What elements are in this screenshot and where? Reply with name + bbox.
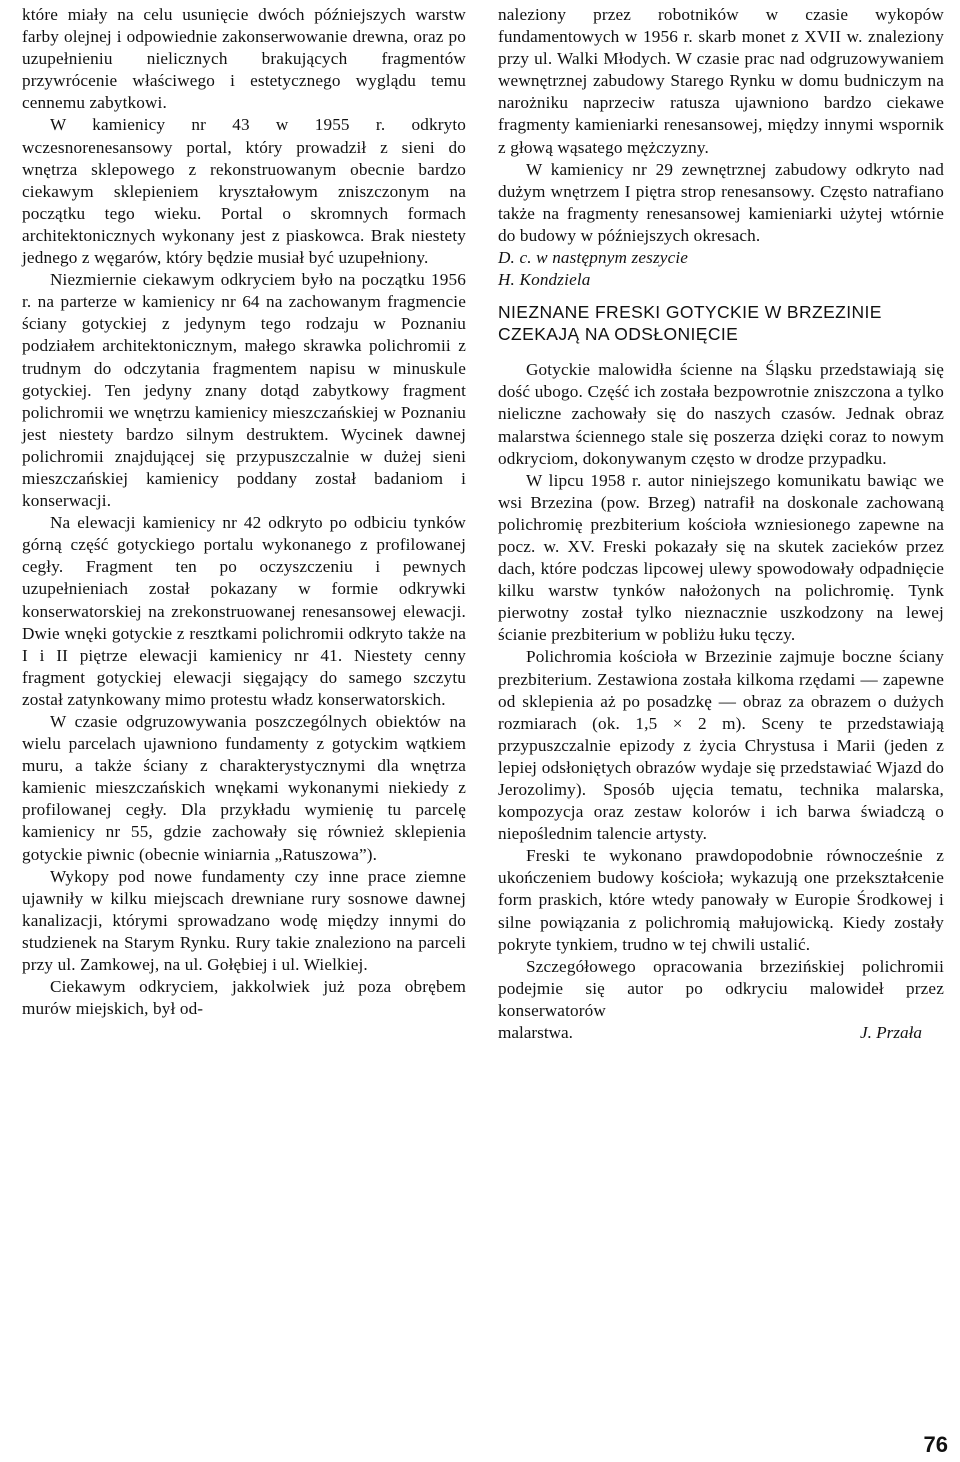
closing-line [498,1022,944,1044]
paragraph: Polichromia kościoła w Brzezinie zajmuje boczne ściany prezbiterium. Zestawiona została kilkoma rzędami — zapewne od sklepienia aż po posadzkę — obraz za obrazem o dużych rozmiarach (ok. 1,5 × 2 m). Sceny te przedstawiają przypuszczalnie epizody z życia Chrystusa i Marii (jeden z lepiej odsłoniętych obrazów wydaje się przedstawiać Wjazd do Jerozolimy). Sposób ujęcia tematu, technika malarska, kompozycja oraz zestaw kolorów i ich barwa świadczą o niepoślednim talencie artysty. [498,647,944,844]
paragraph: które miały na celu usunięcie dwóch późniejszych warstw farby olejnej i odpowiednie zakonserwowanie drewna, oraz po uzupełnieniu nielicznych brakujących fragmentów przywrócenie właściwego i estetycznego wyglądu temu cennemu zabytkowi. [22,5,466,113]
paragraph: Ciekawym odkryciem, jakkolwiek już poza obrębem murów miejskich, był od- [22,977,466,1019]
paragraph: W kamienicy nr 29 zewnętrznej zabudowy odkryto nad dużym wnętrzem I piętra strop renesansowy. Często natrafiano także na fragmenty renesansowej kamieniarki użytej wtórnie do budowy w późniejszych okresach. [498,159,944,245]
paragraph: Freski te wykonano prawdopodobnie równocześnie z ukończeniem budowy kościoła; wykazują one przekształcenie form praskich, które wtedy panowały w Europie Środkowej i silne powiązania z polichromią małujowicką. Kiedy zostały pokryte tynkiem, trudno w tej chwili ustalić. [498,846,944,954]
right-column [498,4,944,1044]
paragraph: W czasie odgruzowywania poszczególnych obiektów na wielu parcelach ujawniono fundamenty z gotyckim wątkiem muru, a także ściany z charakterystycznymi dla wnętrza kamienic mieszczańskich wnękami wykonanymi niekiedy z profilowanej cegły. Dla przykładu wymienię tu parcelę kamienicy nr 55, gdzie zachowały się również sklepienia gotyckie piwnic (obecnie winiarnia „Ratuszowa”). [22,712,466,864]
author-signature: H. Kondziela [498,270,591,290]
paragraph: naleziony przez robotników w czasie wykopów fundamentowych w 1956 r. skarb monet z XVII w. znaleziony przy ul. Walki Młodych. W czasie prac nad odgruzowywaniem wewnętrznej zabudowy Starego Rynku w domu budniczym na narożniku naprzeciw ratusza ujawniono bardzo ciekawe fragmenty kamieniarki renesansowej, między innymi wspornik z głową wąsatego mężczyzny. [498,5,944,157]
closing-text: malarstwa. [498,1023,573,1043]
left-column [22,4,466,1020]
paragraph: Na elewacji kamienicy nr 42 odkryto po odbiciu tynków górną część gotyckiego portalu wykonanego z profilowanej cegły. Fragment ten po oczyszczeniu i pewnych uzupełnieniach został pokazany w formie odkrywki konserwatorskiej na zrekonstruowanej renesansowej elewacji. Dwie wnęki gotyckie z resztkami polichromii odkryto także na I i II piętrze elewacji kamienicy nr 41. Niestety cenny fragment gotyckiej elewacji sięgający do samego szczytu został zatynkowany mimo protestu władz konserwatorskich. [22,513,466,709]
paragraph: Wykopy pod nowe fundamenty czy inne prace ziemne ujawniły w kilku miejscach drewniane rury sosnowe dawnej kanalizacji, którymi sprowadzano wodę między innymi do studzienek na Starym Rynku. Rury takie znaleziono na parceli przy ul. Zamkowej, na ul. Gołębiej i ul. Wielkiej. [22,866,466,975]
paragraph: W lipcu 1958 r. autor niniejszego komunikatu bawiąc we wsi Brzezina (pow. Brzeg) natrafił na doskonale zachowaną polichromię prezbiterium kościoła wzniesionego zapewne na pocz. w. XV. Freski pokazały się na skutek zacieków przez dach, które podczas lipcowej ulewy spowodowały odpadnięcie kilku warstw tynków nałożonych na polichromię. Tynk pierwotny został tylko nieznacznie uszkodzony na lewej ścianie prezbiterium w pobliżu łuku tęczy. [498,470,944,645]
paragraph: Szczegółowego opracowania brzezińskiej polichromii podejmie się autor po odkryciu malowideł przez konserwatorów [498,956,944,1020]
author-signature: J. Przała [859,1023,922,1043]
paragraph: Niezmiernie ciekawym odkryciem było na początku 1956 r. na parterze w kamienicy nr 64 na zachowanym fragmencie ściany gotyckiej z jedynym tego rodzaju w Poznaniu podziałem architektonicznym, małego skrawka polichromii z trudnym do odczytania fragmentem napisu w minuskule gotyckiej. Ten jedyny znany dotąd zabytkowy fragment polichromii we wnętrzu kamienicy mieszczańskiej w Poznaniu jest niestety bardzo silnym destruktem. Wycinek dawnej polichromii znajdującej się przypuszczalnie w dużej sieni mieszczańskiej kamienicy poddany został badaniom i konserwacji. [22,270,466,511]
paragraph: Gotyckie malowidła ścienne na Śląsku przedstawiają się dość ubogo. Część ich została bezpowrotnie zniszczona a tylko nieliczne zachowały się do naszych czasów. Jednak obraz malarstwa ściennego stale się poszerza dzięki coraz to nowym odkryciom, dokonywanym często w drodze przypadku. [498,360,944,468]
paragraph: W kamienicy nr 43 w 1955 r. odkryto wczesnorenesansowy portal, który prowadził z sieni do wnętrza sklepowego z rekonstruowanym obecnie bardzo ciekawym sklepieniem kryształowym zniszczonym na początku tego wieku. Portal o skromnych formach architektonicznych wykonany jest z piaskowca. Brak niestety jednego z węgarów, który będzie musiał być uzupełniony. [22,115,466,268]
article-heading: NIEZNANE FRESKI GOTYCKIE W BRZEZINIE CZEKAJĄ NA ODSŁONIĘCIE [498,302,882,345]
continued-note: D. c. w następnym zeszycie [498,248,689,268]
page-number: 76 [923,1432,948,1457]
